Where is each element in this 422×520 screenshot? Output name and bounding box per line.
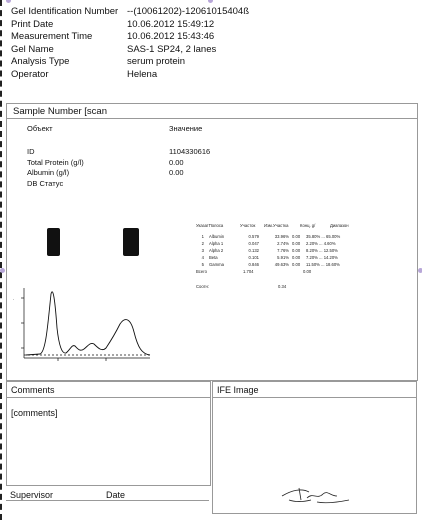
header-label: Analysis Type [11,56,70,67]
fraction-range: 35.80% ... 65.00% [306,234,341,239]
fraction-conc: 0.00 [292,255,301,260]
header-row [11,6,277,19]
fraction-area: 0.047 [248,241,259,246]
header-value: --(10061202)-12061015404ß [127,6,250,17]
col-header: Диапазон [330,223,349,228]
page-edge-dashed [0,0,2,520]
gel-band-1 [47,228,60,256]
header-row [11,31,277,44]
fraction-number: 1 [201,234,204,239]
supervisor-label: Supervisor [10,490,54,500]
fraction-area: 0.579 [248,234,259,239]
field-value: 0.00 [169,168,184,177]
fraction-conc: 0.00 [292,262,301,267]
ife-title: IFE Image [217,385,259,395]
ratio-row [196,283,349,290]
header-row [11,69,277,82]
fraction-range: 8.20% ... 12.50% [306,248,338,253]
header-value: 10.06.2012 15:49:12 [127,18,215,30]
total-conc: 0.00 [303,269,312,274]
sample-columns [27,124,202,135]
fraction-area: 0.101 [248,255,259,260]
header-row [11,44,277,57]
signature-image [277,482,357,506]
densitometry-curve [10,282,160,374]
comments-title: Comments [11,385,55,395]
fraction-name: Alpha 1 [209,241,224,246]
total-area: 1.704 [243,269,254,274]
fraction-number: 2 [201,241,204,246]
marker-dot [0,268,5,273]
marker-dot [6,0,11,3]
fraction-name: Alpha 2 [209,248,224,253]
ratio-label: Соотн: [196,284,209,289]
divider [213,397,416,398]
marker-dot [208,0,213,3]
fraction-area: 0.846 [248,262,259,267]
fraction-name: Gamma [209,262,224,267]
fraction-total-row [196,268,349,275]
field-value: 1104330616 [169,147,211,156]
marker-dot [418,268,422,273]
header-value: 10.06.2012 15:43:46 [127,31,215,42]
curve-trace [26,292,150,355]
col-header: Участок [240,223,256,228]
sample-fields [27,147,210,189]
header-value: Helena [127,68,158,80]
fraction-number: 3 [201,248,204,253]
fraction-area: 0.132 [248,248,259,253]
fraction-header-row [196,222,349,229]
fraction-range: 7.20% ... 14.20% [306,255,338,260]
header-label: Print Date [11,18,54,30]
date-label: Date [106,490,126,500]
fraction-row [196,247,349,254]
header-value: serum protein [127,56,186,67]
fraction-table [196,222,349,290]
fraction-range: 11.50% ... 18.60% [306,262,340,267]
sample-title: Sample Number [scan [13,106,107,117]
report-header [11,6,277,81]
total-label: Всего [196,269,207,274]
header-row [11,19,277,32]
column-object: Объект [27,124,53,133]
fraction-row [196,261,349,268]
column-value: Значение [169,124,203,133]
fraction-range: 2.20% ... 4.60% [306,241,336,246]
fraction-percent: 5.91% [277,255,289,260]
divider [7,397,210,398]
divider [6,500,209,501]
ratio-value: 0.34 [278,284,287,289]
fraction-conc: 0.00 [292,248,301,253]
header-label: Gel Name [11,43,54,55]
fraction-number: 4 [201,255,204,260]
fraction-percent: 33.96% [274,234,289,239]
fraction-row [196,254,349,261]
fraction-name: Albumin [209,234,225,239]
col-header: Конц. g/ [300,223,316,228]
col-header: Изм.Участка [264,223,289,228]
fraction-conc: 0.00 [292,241,301,246]
header-label: Gel Identification Number [11,6,119,17]
fraction-row [196,240,349,247]
divider [7,118,417,119]
comments-text[interactable]: [comments] [11,408,58,418]
fraction-percent: 49.63% [274,262,289,267]
header-label: Operator [11,68,49,80]
header-row [11,56,277,69]
field-value: 0.00 [169,157,184,167]
header-label: Measurement Time [11,31,93,42]
fraction-percent: 7.76% [277,248,289,253]
field-label: ID [27,147,35,156]
fraction-number: 5 [201,262,204,267]
ife-panel [212,381,417,514]
field-label: Total Protein (g/l) [27,157,84,167]
gel-band-2 [123,228,139,256]
col-header: УказатПолоса [196,223,224,228]
fraction-name: Beta [209,255,218,260]
comments-panel [6,381,211,486]
field-label: Albumin (g/l) [27,168,70,177]
fraction-percent: 2.74% [277,241,289,246]
header-value: SAS-1 SP24, 2 lanes [127,43,217,55]
fraction-conc: 0.00 [292,234,301,239]
fraction-row [196,233,349,240]
field-label: DB Статус [27,178,64,188]
y-tick-label: - [13,297,15,301]
